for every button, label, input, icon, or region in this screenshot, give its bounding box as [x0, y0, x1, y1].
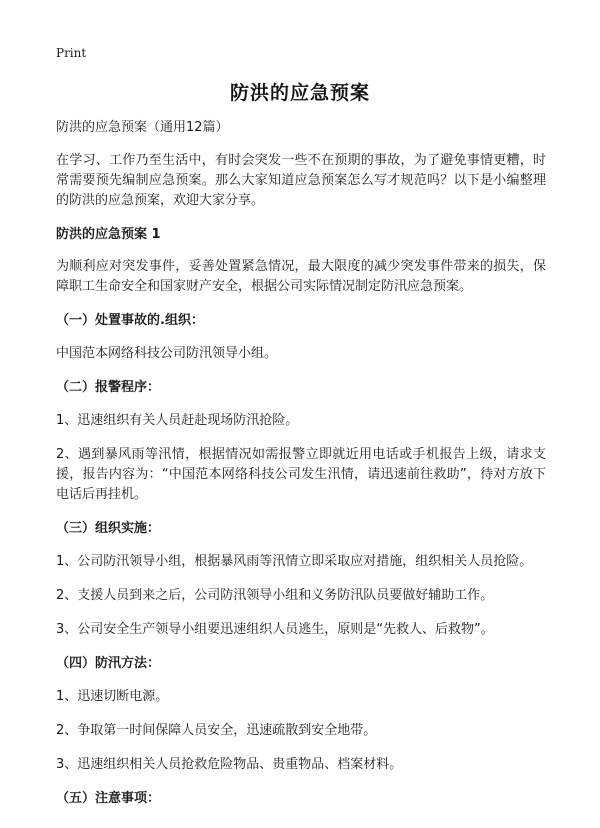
print-link[interactable]: Print	[56, 46, 87, 60]
alarm-item-2: 2、遇到暴风雨等汛情，根据情况如需报警立即就近用电话或手机报告上级，请求支援，报告内容为：“中国范本网络科技公司发生汛情，请迅速前往救助”，待对方放下电话后再挂机。	[56, 447, 546, 502]
subheading-alarm-procedure: （二）报警程序：	[56, 380, 161, 395]
method-item-1: 1、迅速切断电源。	[56, 689, 169, 704]
page-title: 防洪的应急预案	[229, 82, 370, 104]
implementation-item-1: 1、公司防汛领导小组，根据暴风雨等汛情立即采取应对措施，组织相关人员抢险。	[56, 554, 533, 569]
intro-paragraph: 在学习、工作乃至生活中，有时会突发一些不在预期的事故，为了避免事情更糟，时常需要预先编制应急预案。那么大家知道应急预案怎么写才规范吗？以下是小编整理的防洪的应急预案，欢迎大家分享。	[56, 153, 546, 208]
alarm-item-1: 1、迅速组织有关人员赶赴现场防汛抢险。	[56, 413, 299, 428]
subheading-notes: （五）注意事项：	[56, 791, 161, 806]
implementation-item-2: 2、支援人员到来之后，公司防汛领导小组和义务防汛队员要做好辅助工作。	[56, 588, 494, 603]
subheading-implementation: （三）组织实施：	[56, 521, 161, 536]
subheading-organization: （一）处置事故的.组织：	[56, 313, 204, 328]
section-heading: 防洪的应急预案 1	[56, 227, 161, 242]
section-intro-paragraph: 为顺利应对突发事件，妥善处置紧急情况，最大限度的减少突发事件带来的损失，保障职工生命安全和国家财产安全，根据公司实际情况制定防汛应急预案。	[56, 259, 546, 294]
document-subtitle: 防洪的应急预案（通用12篇）	[56, 120, 229, 135]
subheading-flood-methods: （四）防汛方法：	[56, 656, 161, 671]
document-body	[56, 118, 546, 822]
method-item-2: 2、争取第一时间保障人员安全，迅速疏散到安全地带。	[56, 723, 377, 738]
organization-paragraph: 中国范本网络科技公司防汛领导小组。	[56, 346, 278, 361]
implementation-item-3: 3、公司安全生产领导小组要迅速组织人员逃生，原则是“先救人、后救物”。	[56, 622, 494, 637]
method-item-3: 3、迅速组织相关人员抢救危险物品、贵重物品、档案材料。	[56, 757, 403, 772]
